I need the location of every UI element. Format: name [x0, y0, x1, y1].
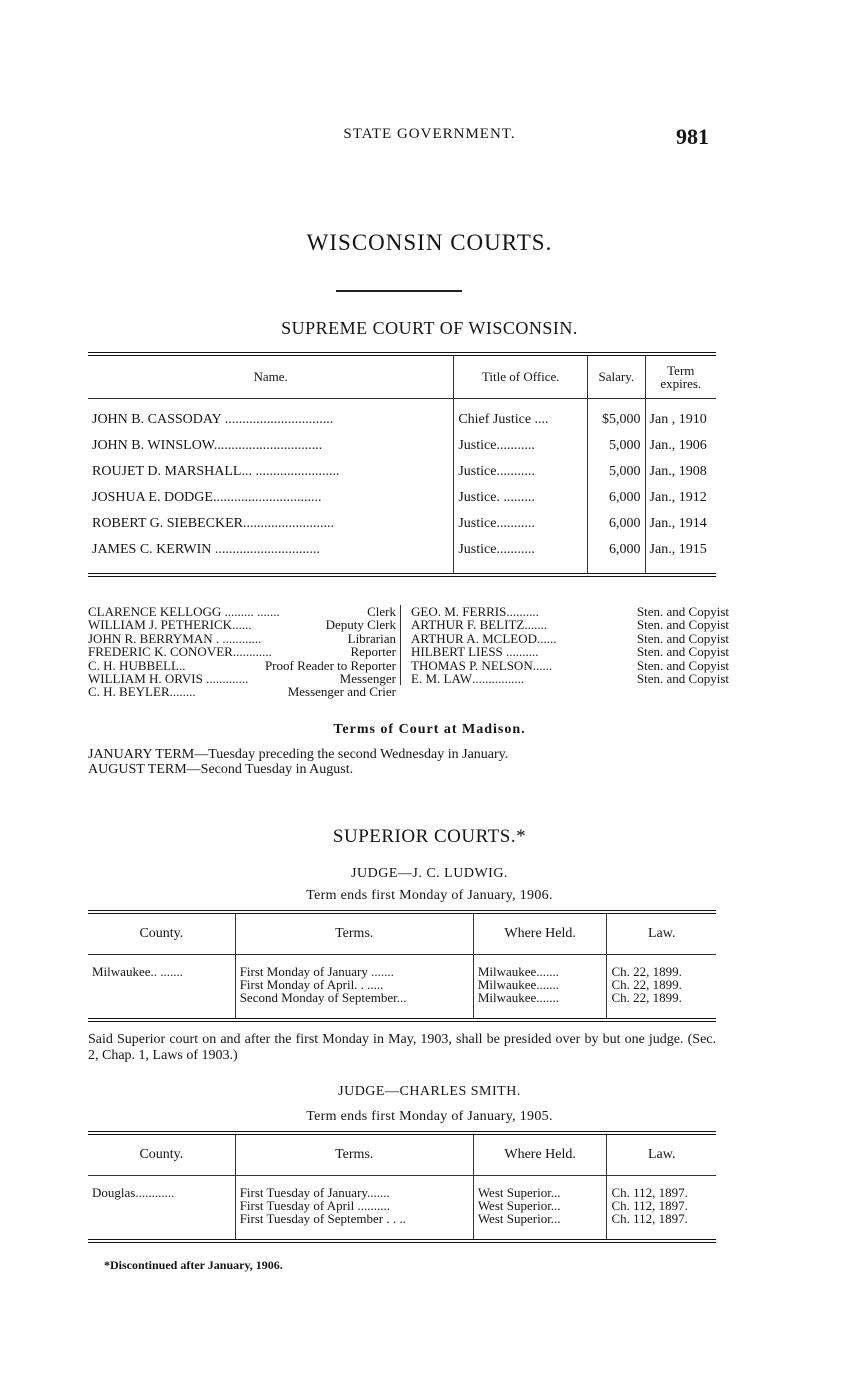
supreme-court-heading: SUPREME COURT OF WISCONSIN. — [281, 318, 578, 338]
terms-of-court-heading: Terms of Court at Madison. — [333, 722, 526, 737]
superior-court-table — [88, 910, 716, 1022]
staff-name: CLARENCE KELLOGG — [88, 604, 222, 619]
term-ends: Term ends first Monday of January, 1906. — [306, 888, 553, 903]
dot-leader: ............. — [202, 671, 249, 687]
justice-name: JOHN B. CASSODAY — [92, 412, 222, 427]
table-header-row — [88, 354, 716, 399]
column-header-law: Law. — [607, 1133, 716, 1176]
term-entry: First Tuesday of January....... — [239, 1185, 390, 1200]
justice-name: JAMES C. KERWIN — [92, 542, 212, 557]
table-header-row — [88, 1133, 716, 1176]
term-entry: First Tuesday of April .......... — [239, 1198, 390, 1213]
column-header-county: County. — [88, 912, 235, 955]
law-citation: Ch. 22, 1899. — [611, 990, 682, 1005]
term-expires: Jan , 1910 — [645, 399, 716, 434]
justice-name: ROBERT G. SIEBECKER — [92, 516, 243, 531]
staff-name: GEO. M. FERRIS — [411, 604, 507, 619]
staff-name: WILLIAM J. PETHERICK — [88, 617, 233, 633]
salary: 6,000 — [588, 485, 645, 511]
dot-leader: . ............ — [212, 630, 262, 646]
list-item — [88, 618, 396, 631]
column-header-terms: Terms. — [235, 912, 473, 955]
term-expires: Jan., 1906 — [645, 433, 716, 459]
table-header-row — [88, 912, 716, 955]
list-item — [88, 605, 396, 618]
page-number: 981 — [676, 124, 709, 149]
staff-name: C. H. HUBBELL — [88, 657, 179, 673]
term-expires: Jan., 1908 — [645, 459, 716, 485]
dot-leader: .......... — [506, 604, 539, 619]
table-row — [88, 955, 716, 1021]
term-entry: Second Monday of September... — [239, 990, 407, 1005]
page-title: WISCONSIN COURTS. — [306, 230, 553, 255]
table-row — [88, 511, 716, 537]
staff-role: Reporter — [350, 644, 396, 660]
staff-role: Messenger — [339, 671, 396, 687]
list-item — [88, 645, 396, 658]
law-citation: Ch. 112, 1897. — [611, 1211, 688, 1226]
justice-name: ROUJET D. MARSHALL — [92, 464, 242, 479]
staff-role: Deputy Clerk — [325, 617, 396, 633]
term-expires: Jan., 1914 — [645, 511, 716, 537]
office-title: Justice........... — [454, 511, 588, 537]
term-expires: Jan., 1912 — [645, 485, 716, 511]
where-held: West Superior... — [477, 1185, 561, 1200]
dot-leader: ............................... — [221, 412, 334, 427]
table-row — [88, 399, 716, 434]
staff-role: Proof Reader to Reporter — [264, 657, 396, 673]
list-item — [88, 672, 396, 685]
court-note: Said Superior court on and after the first Monday in May, 1903, shall be presided over by but one judge. (Sec. 2, Chap. 1, Laws of 1903.) — [88, 1032, 716, 1063]
term-expires: Jan., 1915 — [645, 537, 716, 575]
list-item — [88, 632, 396, 645]
office-title: Justice........... — [454, 537, 588, 575]
column-header-name: Name. — [88, 354, 454, 399]
staff-role: Sten. and Copyist — [636, 671, 729, 687]
staff-role: Clerk — [367, 604, 396, 619]
judge-line — [0, 1084, 859, 1100]
term-text: —Tuesday preceding the second Wednesday in January. — [194, 747, 509, 762]
dot-leader: ........ — [169, 684, 196, 700]
judge-label: JUDGE — [338, 1084, 385, 1099]
list-item — [88, 685, 396, 698]
staff-role: Sten. and Copyist — [636, 604, 729, 619]
staff-name: JOHN R. BERRYMAN — [88, 630, 213, 646]
term-label: JANUARY TERM — [88, 747, 195, 762]
office-title: Justice........... — [454, 459, 588, 485]
dot-leader: ................ — [472, 671, 525, 687]
justice-name: JOHN B. WINSLOW — [92, 438, 214, 453]
county: Douglas............ — [92, 1185, 175, 1200]
staff-role: Librarian — [347, 630, 396, 646]
staff-role: Sten. and Copyist — [636, 644, 729, 660]
law-citation: Ch. 112, 1897. — [611, 1185, 688, 1200]
salary: 6,000 — [588, 511, 645, 537]
staff-role: Sten. and Copyist — [636, 630, 729, 646]
office-title: Chief Justice .... — [454, 399, 588, 434]
staff-list-left — [88, 605, 396, 699]
judge-label: JUDGE — [351, 866, 398, 881]
list-item — [88, 659, 396, 672]
list-item — [411, 645, 729, 658]
column-header-where: Where Held. — [473, 912, 607, 955]
list-item — [411, 632, 729, 645]
title-divider — [336, 290, 462, 292]
column-header-where: Where Held. — [473, 1133, 607, 1176]
judge-name: —J. C. LUDWIG. — [397, 866, 508, 881]
table-row — [88, 433, 716, 459]
list-item — [411, 672, 729, 685]
staff-name: E. M. LAW — [411, 671, 473, 687]
term-line — [88, 747, 508, 763]
list-item — [411, 618, 729, 631]
where-held: Milwaukee....... — [477, 990, 560, 1005]
where-held: West Superior... — [477, 1211, 561, 1226]
staff-list-right — [400, 605, 729, 685]
county: Milwaukee.. ....... — [92, 964, 183, 979]
column-header-salary: Salary. — [588, 354, 645, 399]
staff-role: Sten. and Copyist — [636, 617, 729, 633]
law-citation: Ch. 22, 1899. — [611, 964, 682, 979]
salary: $5,000 — [588, 399, 645, 434]
list-item — [411, 659, 729, 672]
dot-leader: .......................... — [242, 516, 334, 531]
judge-name: —CHARLES SMITH. — [384, 1084, 521, 1099]
salary: 5,000 — [588, 433, 645, 459]
staff-name: HILBERT LIESS — [411, 644, 503, 660]
dot-leader: ............................... — [213, 438, 323, 453]
where-held: West Superior... — [477, 1198, 561, 1213]
staff-name: ARTHUR A. MCLEOD — [411, 630, 537, 646]
term-line — [88, 762, 353, 778]
superior-courts-heading: SUPERIOR COURTS.* — [332, 826, 527, 847]
column-header-title: Title of Office. — [454, 354, 588, 399]
dot-leader: ...... — [532, 657, 553, 673]
dot-leader: ............ — [232, 644, 272, 660]
salary: 6,000 — [588, 537, 645, 575]
term-ends: Term ends first Monday of January, 1905. — [306, 1109, 553, 1124]
term-label: AUGUST TERM — [88, 762, 187, 777]
list-item — [411, 605, 729, 618]
dot-leader: .............................. — [211, 542, 320, 557]
law-citation: Ch. 112, 1897. — [611, 1198, 688, 1213]
office-title: Justice........... — [454, 433, 588, 459]
table-row — [88, 1176, 716, 1242]
superior-court-table — [88, 1131, 716, 1243]
dot-leader: ......... ....... — [221, 604, 280, 619]
term-entry: First Monday of April. . ..... — [239, 977, 384, 992]
dot-leader: ... ........................ — [241, 464, 340, 479]
staff-name: C. H. BEYLER — [88, 684, 170, 700]
law-citation: Ch. 22, 1899. — [611, 977, 682, 992]
term-text: —Second Tuesday in August. — [186, 762, 354, 777]
supreme-court-table — [88, 352, 716, 577]
table-row — [88, 485, 716, 511]
staff-name: FREDERIC K. CONOVER — [88, 644, 233, 660]
staff-role: Messenger and Crier — [287, 684, 396, 700]
where-held: Milwaukee....... — [477, 977, 560, 992]
judge-line — [0, 866, 859, 882]
dot-leader: ...... — [536, 630, 557, 646]
column-header-terms: Terms. — [235, 1133, 473, 1176]
where-held: Milwaukee....... — [477, 964, 560, 979]
justice-name: JOSHUA E. DODGE — [92, 490, 213, 505]
staff-name: WILLIAM H. ORVIS — [88, 671, 203, 687]
term-entry: First Tuesday of September . . .. — [239, 1211, 406, 1226]
staff-role: Sten. and Copyist — [636, 657, 729, 673]
office-title: Justice. ......... — [454, 485, 588, 511]
table-row — [88, 459, 716, 485]
column-header-county: County. — [88, 1133, 235, 1176]
term-entry: First Monday of January ....... — [239, 964, 394, 979]
dot-leader: .......... — [502, 644, 539, 660]
running-head: STATE GOVERNMENT. — [343, 126, 516, 142]
staff-name: THOMAS P. NELSON — [411, 657, 533, 673]
salary: 5,000 — [588, 459, 645, 485]
footnote: *Discontinued after January, 1906. — [104, 1258, 283, 1272]
column-header-law: Law. — [607, 912, 716, 955]
table-row — [88, 537, 716, 575]
dot-leader: ....... — [524, 617, 548, 633]
dot-leader: ...... — [232, 617, 252, 633]
column-header-term: Term expires. — [645, 354, 716, 399]
dot-leader: ............................... — [212, 490, 322, 505]
dot-leader: .. — [179, 657, 186, 673]
staff-name: ARTHUR F. BELITZ — [411, 617, 525, 633]
